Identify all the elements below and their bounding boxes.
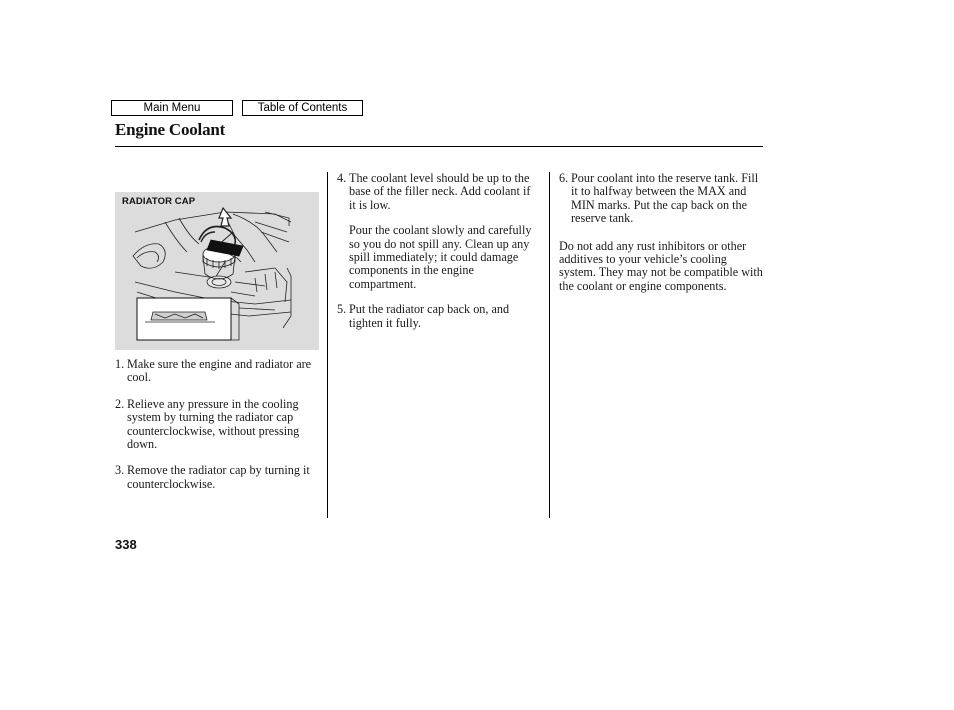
page-title: Engine Coolant: [115, 120, 226, 139]
list-item: [559, 172, 765, 226]
column-3: [559, 172, 765, 293]
step-number: 2.: [115, 396, 125, 411]
step-number: 6.: [559, 171, 569, 185]
step-text: Put the radiator cap back on, and tighten it fully.: [349, 302, 510, 330]
list-item: [337, 172, 537, 212]
radiator-cap-figure: [115, 192, 319, 350]
step-text: Remove the radiator cap by turning it counterclockwise.: [127, 463, 310, 491]
step-number: 4.: [337, 171, 347, 185]
step-text: Relieve any pressure in the cooling system by turning the radiator cap counterclockwise, without pressing down.: [127, 396, 300, 452]
column-divider: [327, 172, 328, 518]
radiator-cap-illustration: [115, 192, 319, 350]
column-2: [337, 172, 537, 330]
list-item: [337, 303, 537, 330]
caution-note: Do not add any rust inhibitors or other additives to your vehicle’s cooling system. They may not be compatible with the coolant or engine components.: [559, 238, 763, 293]
step-text: The coolant level should be up to the base of the filler neck. Add coolant if it is low.: [349, 171, 531, 212]
list-item: [115, 398, 325, 452]
column-divider: [549, 172, 550, 518]
step-number: 1.: [115, 357, 125, 371]
step-text: Pour coolant into the reserve tank. Fill it to halfway between the MAX and MIN marks. Put the cap back on the reserve tank.: [571, 171, 759, 226]
step-note: Pour the coolant slowly and carefully so you do not spill any. Clean up any spill immediately; it could damage components in the engine compartment.: [349, 223, 532, 291]
page-number: 338: [115, 537, 137, 552]
list-item: [115, 464, 325, 491]
figure-label: RADIATOR CAP: [122, 196, 196, 207]
main-menu-button[interactable]: Main Menu: [111, 100, 233, 116]
step-text: Make sure the engine and radiator are cool.: [127, 357, 312, 385]
table-of-contents-button[interactable]: Table of Contents: [242, 100, 363, 116]
title-rule: [115, 146, 763, 147]
list-item: [115, 358, 325, 385]
column-1: [115, 358, 325, 491]
step-number: 3.: [115, 463, 125, 478]
step-number: 5.: [337, 302, 347, 317]
